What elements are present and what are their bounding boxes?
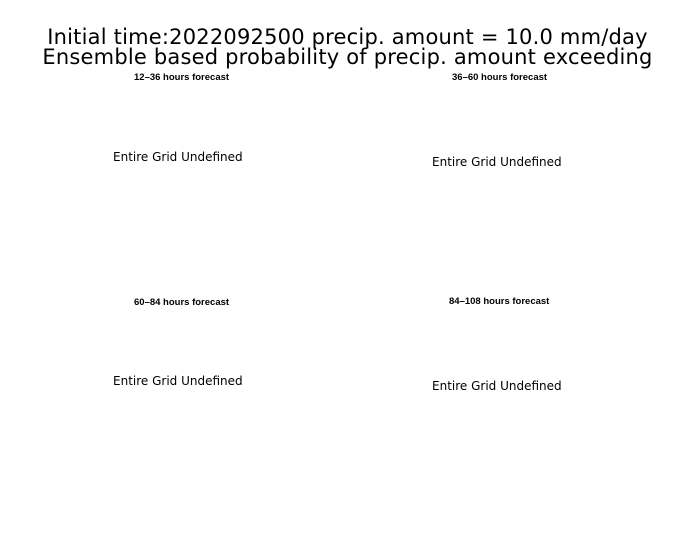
panel-title-12-36h: 12–36 hours forecast bbox=[134, 72, 230, 83]
panel-title-36-60h: 36–60 hours forecast bbox=[452, 72, 548, 83]
panel-message-36-60h: Entire Grid Undefined bbox=[432, 155, 562, 169]
panel-message-12-36h: Entire Grid Undefined bbox=[113, 150, 243, 164]
panel-title-60-84h: 60–84 hours forecast bbox=[134, 297, 230, 308]
panel-message-60-84h: Entire Grid Undefined bbox=[113, 374, 243, 388]
panel-message-84-108h: Entire Grid Undefined bbox=[432, 379, 562, 393]
figure-title-line-2: Ensemble based probability of precip. amount exceeding bbox=[42, 45, 653, 69]
figure-title-line-1: Initial time:2022092500 precip. amount = 10.0 mm/day bbox=[47, 25, 648, 49]
panel-title-84-108h: 84–108 hours forecast bbox=[449, 296, 550, 307]
